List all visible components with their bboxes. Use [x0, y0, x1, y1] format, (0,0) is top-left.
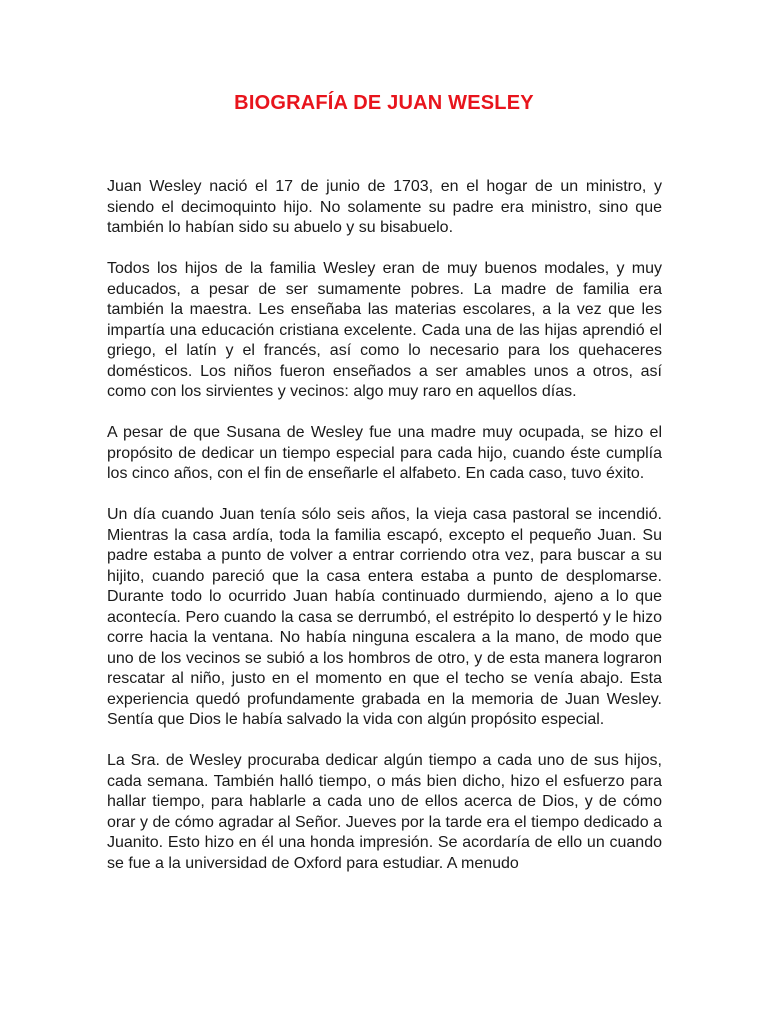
paragraph-mother: A pesar de que Susana de Wesley fue una madre muy ocupada, se hizo el propósito de dedicar un tiempo especial para cada hijo, cuando éste cumplía los cinco años, con el fin de enseñarle el alfabeto. En cada caso, tuvo éxito.	[107, 424, 662, 482]
paragraph-family: Todos los hijos de la familia Wesley eran de muy buenos modales, y muy educados, a pesar de ser sumamente pobres. La madre de familia era también la maestra. Les enseñaba las materias escolares, a la vez que les impartía una educación cristiana excelente. Cada una de las hijas aprendió el griego, el latín y el francés, así como lo necesario para los quehaceres domésticos. Los niños fueron enseñados a ser amables unos a otros, así como con los sirvientes y vecinos: algo muy raro en aquellos días.	[107, 260, 662, 400]
paragraph-fire: Un día cuando Juan tenía sólo seis años, la vieja casa pastoral se incendió. Mientras la casa ardía, toda la familia escapó, excepto el pequeño Juan. Su padre estaba a punto de volver a entrar corriendo otra vez, para buscar a su hijito, cuando pareció que la casa entera estaba a punto de desplomarse. Durante todo lo ocurrido Juan había continuado durmiendo, ajeno a lo que acontecía. Pero cuando la casa se derrumbó, el estrépito lo despertó y le hizo corre hacia la ventana. No había ninguna escalera a la mano, de modo que uno de los vecinos se subió a los hombros de otro, y de esta manera lograron rescatar al niño, justo en el momento en que el techo se venía abajo. Esta experiencia quedó profundamente grabada en la memoria de Juan Wesley. Sentía que Dios le había salvado la vida con algún propósito especial.	[107, 506, 662, 728]
page-title: BIOGRAFÍA DE JUAN WESLEY	[234, 92, 534, 114]
paragraph-time-with-children: La Sra. de Wesley procuraba dedicar algún tiempo a cada uno de sus hijos, cada semana. También halló tiempo, o más bien dicho, hizo el esfuerzo para hallar tiempo, para hablarle a cada uno de ellos acerca de Dios, y de cómo orar y de cómo agradar al Señor. Jueves por la tarde era el tiempo dedicado a Juanito. Esto hizo en él una honda impresión. Se acordaría de ello un cuando se fue a la universidad de Oxford para estudiar. A menudo	[107, 752, 662, 872]
document-body	[107, 177, 662, 895]
paragraph-birth: Juan Wesley nació el 17 de junio de 1703, en el hogar de un ministro, y siendo el decimoquinto hijo. No solamente su padre era ministro, sino que también lo habían sido su abuelo y su bisabuelo.	[107, 178, 662, 236]
